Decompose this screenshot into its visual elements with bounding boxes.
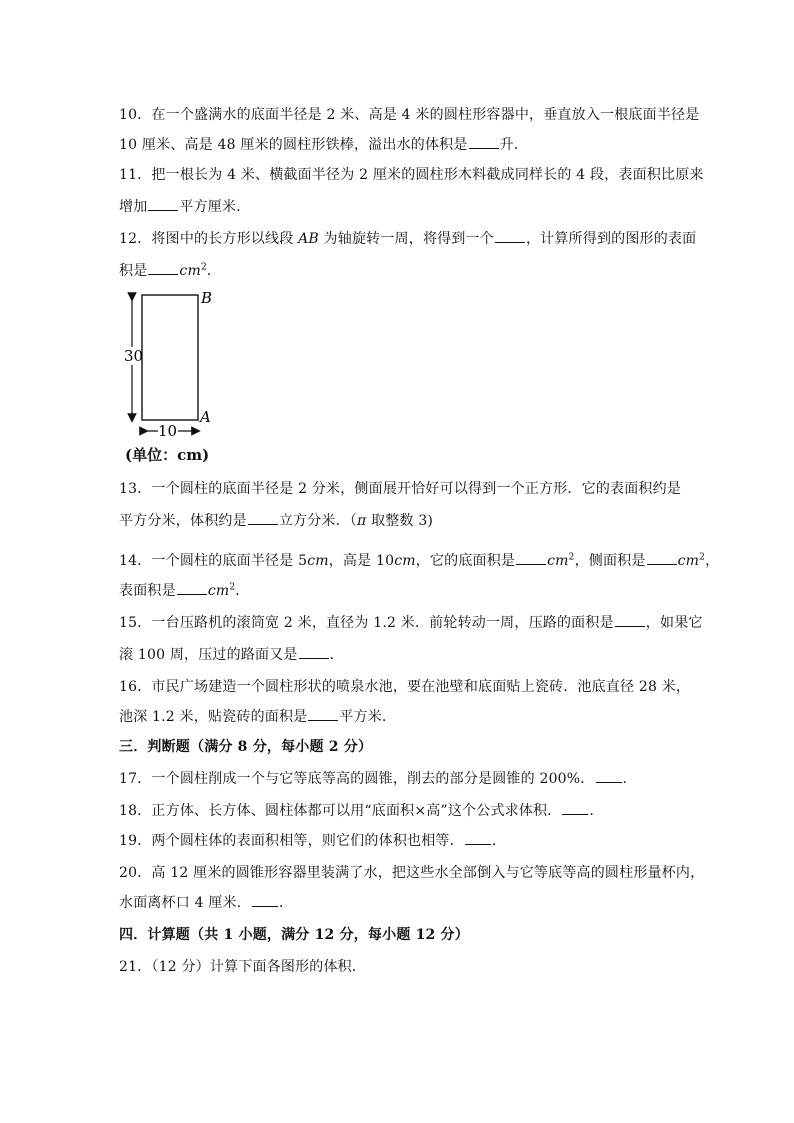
- q14-unit-3: cm: [207, 583, 230, 599]
- q10-answer-blank[interactable]: [469, 147, 499, 149]
- rectangle-shape: [142, 295, 198, 420]
- q13-text: 13．一个圆柱的底面半径是 2 分米，侧面展开恰好可以得到一个正方形．它的表面积约是: [119, 481, 682, 497]
- q12-end: ．: [206, 263, 222, 279]
- q12-unit-sup: 2: [200, 262, 207, 273]
- q15-area-blank[interactable]: [615, 625, 645, 627]
- q11-line2: [119, 198, 679, 216]
- point-b-label: B: [201, 289, 213, 307]
- q11-text-b: 增加: [119, 199, 148, 215]
- q10-text-b: 10 厘米、高是 48 厘米的圆柱形铁棒，溢出水的体积是: [119, 137, 468, 153]
- q14-lateral-area-blank[interactable]: [647, 563, 677, 565]
- q12-text-c: ，计算所得到的图形的表面: [525, 231, 697, 247]
- q14-base-area-blank[interactable]: [516, 563, 546, 565]
- q17-text: 17．一个圆柱削成一个与它等底等高的圆锥，削去的部分是圆锥的 200%．: [119, 771, 595, 787]
- q20-text: 20．高 12 厘米的圆锥形容器里装满了水，把这些水全部倒入与它等底等高的圆柱形量杯内，: [119, 865, 705, 881]
- q15-line1: [119, 614, 703, 632]
- q14-unit-h: cm: [394, 553, 416, 569]
- q16-text: 16．市民广场建造一个圆柱形状的喷泉水池，要在池壁和底面贴上瓷砖．池底直径 28 米，: [119, 679, 691, 695]
- q12-text-d: 积是: [119, 263, 148, 279]
- q15-text: 15．一台压路机的滚筒宽 2 米，直径为 1.2 米．前轮转动一周，压路的面积是: [119, 615, 614, 631]
- section-3-heading: 三．判断题（满分 8 分，每小题 2 分）: [119, 739, 373, 755]
- q20-judge-blank[interactable]: [252, 905, 278, 907]
- q17-end: ．: [622, 771, 637, 787]
- q16-line2: [119, 708, 679, 726]
- q10-line2: [119, 136, 679, 154]
- q11-answer-blank[interactable]: [148, 209, 178, 211]
- q19-text: 19．两个圆柱体的表面积相等，则它们的体积也相等．: [119, 833, 464, 849]
- q14-radius: 5: [298, 553, 308, 569]
- q14-sup-3: 2: [229, 582, 236, 593]
- q21-text: 21．（12 分）计算下面各图形的体积．: [119, 959, 367, 975]
- figure-caption: (单位：cm): [125, 446, 210, 464]
- q20-text-b: 水面离杯口 4 厘米．: [119, 895, 252, 911]
- q15-road-blank[interactable]: [299, 657, 329, 659]
- q20-end: ．: [279, 895, 294, 911]
- q14-unit-2: cm: [677, 553, 700, 569]
- q16-line1: [119, 678, 691, 696]
- q19-line: [119, 832, 679, 850]
- q12-text: 12．将图中的长方形以线段: [119, 231, 299, 247]
- q14-sup-1: 2: [568, 552, 575, 563]
- q13-text-c: 立方分米．（: [278, 513, 358, 529]
- point-a-label: A: [200, 408, 211, 426]
- rectangle-figure: [118, 285, 228, 465]
- q14-height: 10: [375, 553, 395, 569]
- q14-comma: ，: [705, 553, 720, 569]
- q20-line2: [119, 894, 679, 912]
- q14-text: 14．一个圆柱的底面半径是: [119, 553, 299, 569]
- q14-surface-area-blank[interactable]: [177, 593, 207, 595]
- q15-text-c: 滚 100 周，压过的路面又是: [119, 647, 298, 663]
- q11-line1: [119, 166, 704, 184]
- q14-end: ．: [235, 583, 250, 599]
- q15-end: ．: [329, 647, 344, 663]
- q12-unit: cm: [179, 263, 201, 279]
- section-4-heading: 四．计算题（共 1 小题，满分 12 分，每小题 12 分）: [119, 927, 469, 943]
- q14-text-e: 表面积是: [119, 583, 176, 599]
- q19-judge-blank[interactable]: [465, 843, 491, 845]
- q18-text: 18．正方体、长方体、圆柱体都可以用“底面积×高”这个公式求体积．: [119, 803, 562, 819]
- q10-text-c: 升．: [499, 137, 528, 153]
- q12-line2: [119, 262, 679, 280]
- q14-unit-r: cm: [307, 553, 329, 569]
- q20-line1: [119, 864, 705, 882]
- q10-text: 10．在一个盛满水的底面半径是 2 米、高是 4 米的圆柱形容器中，垂直放入一根底面半径是: [119, 107, 700, 123]
- q13-line2: [119, 512, 679, 530]
- q13-pi: π: [357, 513, 367, 529]
- q11-text-c: 平方厘米．: [179, 199, 251, 215]
- q14-line2: [119, 582, 679, 600]
- q16-tile-area-blank[interactable]: [308, 719, 338, 721]
- q13-text-b: 平方分米，体积约是: [119, 513, 247, 529]
- q18-judge-blank[interactable]: [562, 813, 588, 815]
- q14-unit-1: cm: [547, 553, 569, 569]
- width-label: 10: [158, 422, 178, 440]
- q13-line1: [119, 480, 682, 498]
- q18-end: ．: [589, 803, 604, 819]
- q17-line: [119, 770, 679, 788]
- q16-end: 平方米．: [339, 709, 397, 725]
- q15-line2: [119, 646, 679, 664]
- q12-text-b: 为轴旋转一周，将得到一个: [318, 231, 494, 247]
- q12-var-ab: AB: [298, 231, 319, 247]
- q12-area-blank[interactable]: [148, 273, 178, 275]
- q14-line1: [119, 552, 720, 570]
- q18-line: [119, 802, 679, 820]
- q19-end: ．: [491, 833, 507, 849]
- q16-text-b: 池深 1.2 米，贴瓷砖的面积是: [119, 709, 308, 725]
- q14-sup-2: 2: [699, 552, 706, 563]
- q11-text: 11．把一根长为 4 米、横截面半径为 2 厘米的圆柱形木料截成同样长的 4 段，表面积比原来: [119, 167, 704, 183]
- q10-line1: [119, 106, 700, 124]
- q12-line1: [119, 230, 697, 248]
- q13-volume-blank[interactable]: [248, 523, 278, 525]
- height-label: 30: [124, 347, 144, 365]
- q17-judge-blank[interactable]: [596, 781, 622, 783]
- q15-text-b: ，如果它: [645, 615, 703, 631]
- q14-text-d: ，侧面积是: [574, 553, 646, 569]
- q14-text-c: ，它的底面积是: [415, 553, 516, 569]
- q14-text-b: ，高是: [328, 553, 376, 569]
- q13-text-d: 取整数 3): [366, 513, 434, 529]
- q12-shape-blank[interactable]: [495, 241, 525, 243]
